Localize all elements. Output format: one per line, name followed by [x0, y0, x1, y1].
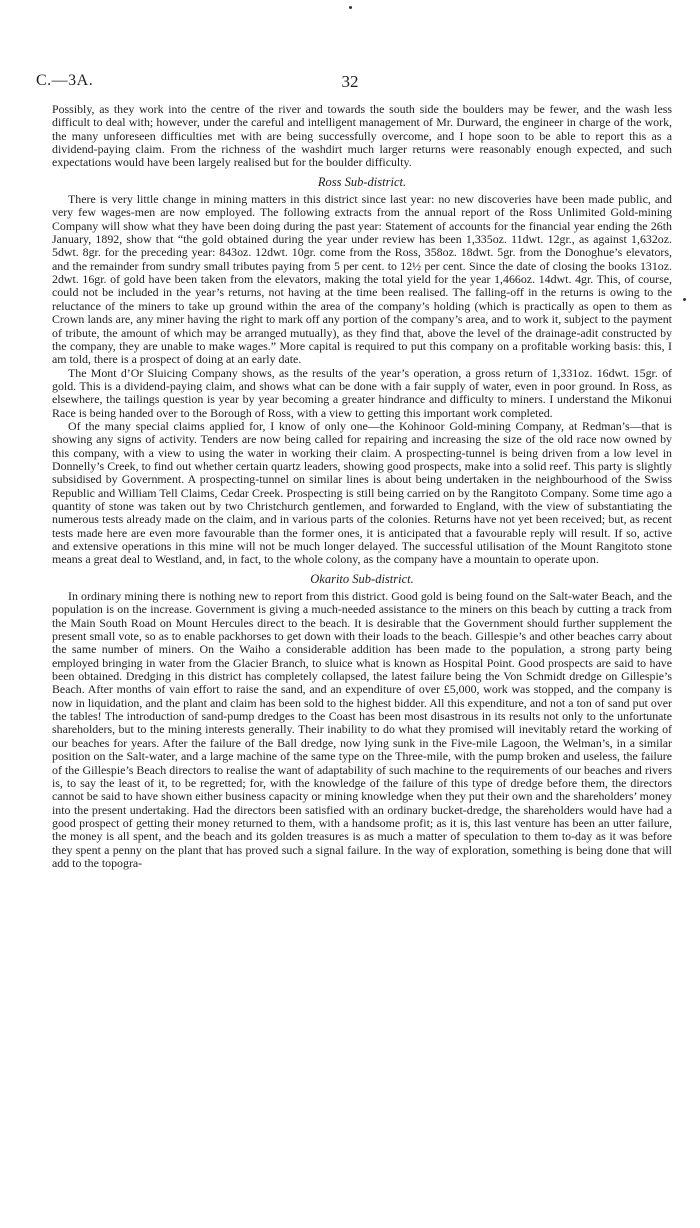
scan-speck — [349, 6, 352, 9]
ross-paragraph-1: There is very little change in mining matters in this district since last year: no new discoveries have been made public, and very few wages-men are now employed. The following extracts from the annual report of the Ross Unlimited Gold-mining Company will show what they have been doing during the past year: Statement of accounts for the financial year ending the 26th January, 1892, show that “the gold obtained during the year under review has been 1,335oz. 11dwt. 12gr., as against 1,632oz. 5dwt. 8gr. for the preceding year: 843oz. 12dwt. 10gr. come from the Ross, 358oz. 18dwt. 5gr. from the Donoghue’s elevators, and the remainder from sundry small tributes paying from 5 per cent. to 12½ per cent. Since the date of closing the books 131oz. 2dwt. 16gr. of gold have been taken from the elevators, making the total yield for the year 1,466oz. 14dwt. 4gr. This, of course, could not be included in the year’s returns, not having at the time been realised. The falling-off in the returns is owing to the reluctance of the miners to take up ground within the area of the company’s holding (which is practically as open to them as Crown lands are, any miner having the right to mark off any portion of the company’s area, and to work it, subject to the payment of tribute, the amount of which may be arranged mutually), as they find that, above the level of the drainage-adit constructed by the company, they are unable to make wages.” More capital is required to put this company on a profitable working basis: this, I am told, there is a prospect of doing at an early date. — [52, 192, 672, 367]
ross-paragraph-2: The Mont d’Or Sluicing Company shows, as the results of the year’s operation, a gross return of 1,331oz. 16dwt. 15gr. of gold. This is a dividend-paying claim, and shows what can be done with a fair supply of water, even in poor ground. In Ross, as elsewhere, the tailings question is year by year becoming a greater hindrance and difficulty to miners. I understand the Mikonui Race is being handed over to the Borough of Ross, with a view to getting this important work completed. — [52, 365, 672, 420]
document-code: C.—3A. — [36, 72, 94, 89]
intro-paragraph: Possibly, as they work into the centre of the river and towards the south side the boulders may be fewer, and the wash less difficult to deal with; however, under the careful and intelligent management of Mr. Durward, the engineer in charge of the work, the many unforeseen difficulties met with are being successfully overcome, and I hope soon to be able to report this as a dividend-paying claim. From the richness of the washdirt much larger returns were reasonably enough expected, and such expectations would have been largely realised but for the boulder difficulty. — [52, 102, 672, 170]
report-body — [52, 103, 672, 870]
okarito-paragraph-1: In ordinary mining there is nothing new to report from this district. Good gold is being found on the Salt-water Beach, and the population is on the increase. Government is giving a much-needed assistance to the miners on this beach by cutting a track from the Main South Road on Mount Hercules direct to the beach. It is desirable that the Government should further supplement the present small vote, so as to enable packhorses to get down with their loads to the beach. Gillespie’s and other beaches carry about the same number of miners. On the Waiho a considerable addition has been made to the population, a strong party being employed bringing in water from the Glacier Branch, to sluice what is known as Hospital Point. Good prospects are said to have been obtained. Dredging in this district has completely collapsed, the latest failure being the Von Schmidt dredge on Gillespie’s Beach. After months of vain effort to raise the sand, and an expenditure of over £5,000, work was stopped, and the company is now in liquidation, and the plant and claim has been sold to the highest bidder. All this expenditure, and not a ton of sand put over the tables! The introduction of sand-pump dredges to the Coast has been most disastrous in its results not only to the unfortunate shareholders, but to the mining interests generally. Their inability to do what they promised will inevitably retard the working of our beaches for years. After the failure of the Ball dredge, now lying sunk in the Five-mile Lagoon, the Welman’s, in a similar position on the Salt-water, and a large machine of the same type on the Three-mile, with the pump broken and useless, the failure of the Gillespie’s Beach directors to realise the want of adaptability of such machine to the requirements of our beaches and rivers is, to say the least of it, to be regretted; for, with the knowledge of the failure of this type of dredge before them, the directors cannot be said to have shown either business capacity or mining knowledge when they put their own and the shareholders’ money into the present undertaking. Had the directors been satisfied with an ordinary bucket-dredge, the shareholders would have had a good prospect of getting their money returned to them, with a handsome profit; as it is, this last venture has been an utter failure, the money is all spent, and the beach and its golden treasures is as much a matter of speculation to them to-day as it was before they spent a penny on the plant that has proved such a signal failure. In the way of exploration, something is being done that will add to the topogra- — [52, 589, 672, 870]
ross-heading: Ross Sub-district. — [317, 174, 407, 189]
page-number: 32 — [341, 72, 359, 91]
ross-paragraph-3: Of the many special claims applied for, I know of only one—the Kohinoor Gold-mining Company, at Redman’s—that is showing any signs of activity. Tenders are now being called for repairing and increasing the size of the old race now owned by this company, with a view to using the water in working their claim. A prospecting-tunnel is being driven from a low level in Donnelly’s Creek, to find out whether certain quartz leaders, showing good prospects, make into a solid reef. This party is slightly subsidised by Government. A prospecting-tunnel on similar lines is about being undertaken in the neighbourhood of the Swiss Republic and William Tell Claims, Cedar Creek. Prospecting is still being carried on by the Rangitoto Company. Some time ago a quantity of stone was taken out by two Christchurch gentlemen, and forwarded to England, with the view of substantiating the numerous tests already made on the claim, and in various parts of the colonies. Returns have not yet been received; but, as recent tests made here are even more favourable than the former ones, it is anticipated that a favourable reply will result. If so, active and extensive operations in this mine will not be much longer delayed. The successful utilisation of the Mount Rangitoto stone means a great deal to Westland, and, in fact, to the whole colony, as the company have a mountain to operate upon. — [52, 418, 672, 567]
okarito-heading: Okarito Sub-district. — [310, 571, 414, 586]
scan-speck — [683, 298, 686, 301]
page-header — [36, 72, 664, 94]
